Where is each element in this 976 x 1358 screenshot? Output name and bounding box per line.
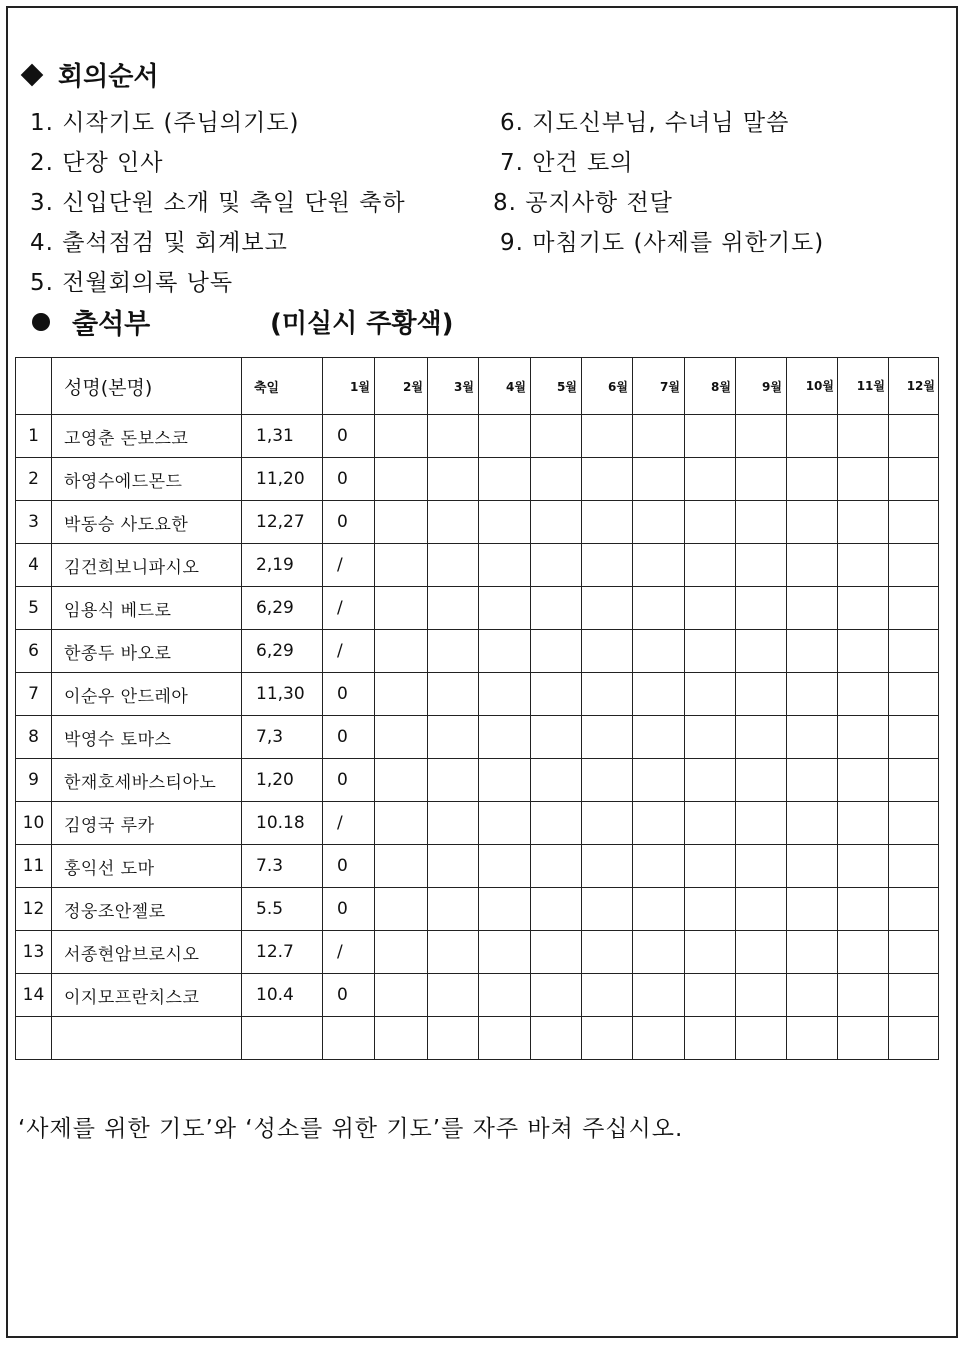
month-attendance-cell xyxy=(479,673,531,716)
month-attendance-cell xyxy=(889,415,939,458)
month-attendance-cell xyxy=(479,544,531,587)
agenda-item: 4. 출석점검 및 회계보고 xyxy=(30,230,288,256)
header-month: 11월 xyxy=(838,358,889,415)
member-name-cell: 김영국 루카 xyxy=(52,802,242,845)
member-name-cell: 한종두 바오로 xyxy=(52,630,242,673)
header-month: 1월 xyxy=(323,358,375,415)
month-attendance-cell xyxy=(479,931,531,974)
month-attendance-cell xyxy=(428,716,479,759)
month-attendance-cell xyxy=(582,759,633,802)
section-heading xyxy=(18,56,158,93)
attendance-title: 출석부 xyxy=(72,309,151,340)
month-attendance-cell xyxy=(685,673,736,716)
month-attendance-cell xyxy=(633,974,685,1017)
month-attendance-cell xyxy=(633,587,685,630)
agenda-item: 2. 단장 인사 xyxy=(30,150,164,176)
month-attendance-cell: 0 xyxy=(323,673,375,716)
month-attendance-cell xyxy=(633,845,685,888)
month-attendance-cell xyxy=(375,673,428,716)
row-number-cell: 8 xyxy=(16,716,52,759)
month-attendance-cell xyxy=(531,630,582,673)
feast-day-cell: 6,29 xyxy=(242,630,323,673)
member-name-cell xyxy=(52,1017,242,1060)
month-attendance-cell xyxy=(736,587,787,630)
month-attendance-cell xyxy=(685,1017,736,1060)
month-attendance-cell xyxy=(787,630,838,673)
member-name-cell: 한재호세바스티아노 xyxy=(52,759,242,802)
month-attendance-cell xyxy=(787,931,838,974)
month-attendance-cell xyxy=(479,759,531,802)
header-month: 2월 xyxy=(375,358,428,415)
month-attendance-cell xyxy=(685,415,736,458)
month-attendance-cell xyxy=(582,888,633,931)
month-attendance-cell xyxy=(479,716,531,759)
month-attendance-cell xyxy=(633,888,685,931)
month-attendance-cell xyxy=(838,544,889,587)
month-attendance-cell xyxy=(479,974,531,1017)
member-name-cell: 하영수에드몬드 xyxy=(52,458,242,501)
month-attendance-cell xyxy=(787,888,838,931)
month-attendance-cell xyxy=(375,974,428,1017)
month-attendance-cell xyxy=(375,845,428,888)
month-attendance-cell xyxy=(685,845,736,888)
table-row xyxy=(16,931,939,974)
month-attendance-cell xyxy=(889,630,939,673)
month-attendance-cell xyxy=(375,759,428,802)
month-attendance-cell xyxy=(787,587,838,630)
feast-day-cell: 7.3 xyxy=(242,845,323,888)
month-attendance-cell xyxy=(633,630,685,673)
month-attendance-cell xyxy=(375,888,428,931)
month-attendance-cell xyxy=(787,458,838,501)
month-attendance-cell xyxy=(375,458,428,501)
member-name-cell: 홍익선 도마 xyxy=(52,845,242,888)
month-attendance-cell xyxy=(531,415,582,458)
row-number-cell: 5 xyxy=(16,587,52,630)
month-attendance-cell xyxy=(531,458,582,501)
row-number-cell: 4 xyxy=(16,544,52,587)
month-attendance-cell xyxy=(889,974,939,1017)
month-attendance-cell xyxy=(582,716,633,759)
month-attendance-cell xyxy=(323,1017,375,1060)
month-attendance-cell xyxy=(838,716,889,759)
month-attendance-cell xyxy=(428,544,479,587)
table-row xyxy=(16,501,939,544)
month-attendance-cell: 0 xyxy=(323,501,375,544)
table-row xyxy=(16,1017,939,1060)
month-attendance-cell xyxy=(633,759,685,802)
table-row xyxy=(16,888,939,931)
month-attendance-cell xyxy=(736,845,787,888)
month-attendance-cell xyxy=(889,759,939,802)
month-attendance-cell xyxy=(685,931,736,974)
table-row xyxy=(16,587,939,630)
table-row xyxy=(16,845,939,888)
footer-note: ‘사제를 위한 기도’와 ‘성소를 위한 기도’를 자주 바쳐 주십시오. xyxy=(18,1116,684,1142)
header-month: 7월 xyxy=(633,358,685,415)
agenda-item: 9. 마침기도 (사제를 위한기도) xyxy=(500,230,825,256)
month-attendance-cell xyxy=(633,673,685,716)
table-row xyxy=(16,630,939,673)
month-attendance-cell xyxy=(685,716,736,759)
month-attendance-cell xyxy=(889,673,939,716)
month-attendance-cell xyxy=(633,415,685,458)
month-attendance-cell xyxy=(582,1017,633,1060)
month-attendance-cell xyxy=(889,587,939,630)
month-attendance-cell xyxy=(685,544,736,587)
diamond-bullet-icon xyxy=(21,63,44,86)
month-attendance-cell xyxy=(838,501,889,544)
month-attendance-cell xyxy=(838,931,889,974)
feast-day-cell xyxy=(242,1017,323,1060)
table-row xyxy=(16,974,939,1017)
month-attendance-cell xyxy=(531,759,582,802)
month-attendance-cell xyxy=(838,759,889,802)
month-attendance-cell xyxy=(838,802,889,845)
month-attendance-cell xyxy=(736,802,787,845)
table-row xyxy=(16,673,939,716)
month-attendance-cell: 0 xyxy=(323,845,375,888)
month-attendance-cell xyxy=(736,1017,787,1060)
month-attendance-cell xyxy=(685,802,736,845)
table-row xyxy=(16,759,939,802)
month-attendance-cell xyxy=(787,415,838,458)
month-attendance-cell xyxy=(582,415,633,458)
month-attendance-cell xyxy=(375,716,428,759)
month-attendance-cell xyxy=(428,415,479,458)
month-attendance-cell: 0 xyxy=(323,759,375,802)
month-attendance-cell xyxy=(838,845,889,888)
month-attendance-cell xyxy=(531,587,582,630)
month-attendance-cell xyxy=(479,501,531,544)
header-number xyxy=(16,358,52,415)
month-attendance-cell xyxy=(736,716,787,759)
month-attendance-cell xyxy=(375,544,428,587)
row-number-cell: 11 xyxy=(16,845,52,888)
month-attendance-cell xyxy=(787,501,838,544)
row-number-cell: 2 xyxy=(16,458,52,501)
month-attendance-cell xyxy=(889,802,939,845)
month-attendance-cell xyxy=(685,501,736,544)
month-attendance-cell xyxy=(889,845,939,888)
month-attendance-cell xyxy=(736,888,787,931)
month-attendance-cell xyxy=(889,544,939,587)
feast-day-cell: 10.4 xyxy=(242,974,323,1017)
month-attendance-cell xyxy=(375,931,428,974)
table-header-row xyxy=(16,358,939,415)
row-number-cell: 9 xyxy=(16,759,52,802)
month-attendance-cell xyxy=(736,931,787,974)
feast-day-cell: 10.18 xyxy=(242,802,323,845)
table-row xyxy=(16,716,939,759)
month-attendance-cell xyxy=(685,974,736,1017)
month-attendance-cell xyxy=(582,501,633,544)
feast-day-cell: 11,30 xyxy=(242,673,323,716)
month-attendance-cell xyxy=(428,974,479,1017)
month-attendance-cell xyxy=(428,1017,479,1060)
agenda-item: 8. 공지사항 전달 xyxy=(493,190,673,216)
row-number-cell xyxy=(16,1017,52,1060)
month-attendance-cell xyxy=(428,759,479,802)
month-attendance-cell xyxy=(787,974,838,1017)
feast-day-cell: 12.7 xyxy=(242,931,323,974)
month-attendance-cell xyxy=(787,673,838,716)
row-number-cell: 1 xyxy=(16,415,52,458)
feast-day-cell: 5.5 xyxy=(242,888,323,931)
month-attendance-cell xyxy=(428,931,479,974)
month-attendance-cell xyxy=(736,458,787,501)
month-attendance-cell xyxy=(838,673,889,716)
month-attendance-cell xyxy=(787,802,838,845)
month-attendance-cell xyxy=(787,544,838,587)
month-attendance-cell xyxy=(375,1017,428,1060)
month-attendance-cell xyxy=(889,888,939,931)
member-name-cell: 서종현암브로시오 xyxy=(52,931,242,974)
month-attendance-cell xyxy=(787,845,838,888)
month-attendance-cell xyxy=(685,630,736,673)
month-attendance-cell xyxy=(582,673,633,716)
header-month: 5월 xyxy=(531,358,582,415)
month-attendance-cell xyxy=(838,630,889,673)
header-name: 성명(본명) xyxy=(52,358,242,415)
agenda-item: 6. 지도신부님, 수녀님 말씀 xyxy=(500,110,790,136)
month-attendance-cell xyxy=(375,630,428,673)
month-attendance-cell: / xyxy=(323,931,375,974)
feast-day-cell: 6,29 xyxy=(242,587,323,630)
member-name-cell: 임용식 베드로 xyxy=(52,587,242,630)
month-attendance-cell xyxy=(479,1017,531,1060)
row-number-cell: 10 xyxy=(16,802,52,845)
month-attendance-cell xyxy=(375,802,428,845)
month-attendance-cell xyxy=(428,845,479,888)
month-attendance-cell xyxy=(531,673,582,716)
agenda-item: 7. 안건 토의 xyxy=(500,150,634,176)
member-name-cell: 정웅조안젤로 xyxy=(52,888,242,931)
month-attendance-cell xyxy=(479,415,531,458)
attendance-heading xyxy=(32,302,150,341)
member-name-cell: 김건희보니파시오 xyxy=(52,544,242,587)
header-month: 12월 xyxy=(889,358,939,415)
feast-day-cell: 7,3 xyxy=(242,716,323,759)
feast-day-cell: 1,20 xyxy=(242,759,323,802)
month-attendance-cell xyxy=(479,630,531,673)
month-attendance-cell xyxy=(787,1017,838,1060)
month-attendance-cell xyxy=(736,630,787,673)
month-attendance-cell xyxy=(838,974,889,1017)
month-attendance-cell xyxy=(531,888,582,931)
month-attendance-cell xyxy=(428,888,479,931)
table-row xyxy=(16,458,939,501)
attendance-note: (미실시 주황색) xyxy=(270,309,454,339)
header-month: 3월 xyxy=(428,358,479,415)
month-attendance-cell xyxy=(582,974,633,1017)
month-attendance-cell xyxy=(582,845,633,888)
month-attendance-cell xyxy=(479,888,531,931)
header-month: 10월 xyxy=(787,358,838,415)
month-attendance-cell xyxy=(889,716,939,759)
agenda-item: 1. 시작기도 (주님의기도) xyxy=(30,110,300,136)
month-attendance-cell xyxy=(685,458,736,501)
month-attendance-cell xyxy=(685,759,736,802)
feast-day-cell: 11,20 xyxy=(242,458,323,501)
feast-day-cell: 2,19 xyxy=(242,544,323,587)
month-attendance-cell xyxy=(736,501,787,544)
agenda-item: 5. 전월회의록 낭독 xyxy=(30,270,234,296)
month-attendance-cell xyxy=(428,501,479,544)
row-number-cell: 12 xyxy=(16,888,52,931)
month-attendance-cell xyxy=(736,544,787,587)
header-feast: 축일 xyxy=(242,358,323,415)
month-attendance-cell xyxy=(633,716,685,759)
month-attendance-cell xyxy=(582,544,633,587)
month-attendance-cell xyxy=(838,415,889,458)
row-number-cell: 14 xyxy=(16,974,52,1017)
month-attendance-cell xyxy=(889,931,939,974)
month-attendance-cell xyxy=(633,931,685,974)
member-name-cell: 고영춘 돈보스코 xyxy=(52,415,242,458)
month-attendance-cell: / xyxy=(323,630,375,673)
month-attendance-cell xyxy=(531,845,582,888)
month-attendance-cell: 0 xyxy=(323,716,375,759)
month-attendance-cell xyxy=(838,1017,889,1060)
row-number-cell: 13 xyxy=(16,931,52,974)
month-attendance-cell: 0 xyxy=(323,974,375,1017)
month-attendance-cell xyxy=(787,759,838,802)
table-row xyxy=(16,544,939,587)
row-number-cell: 3 xyxy=(16,501,52,544)
month-attendance-cell: 0 xyxy=(323,415,375,458)
table-row xyxy=(16,802,939,845)
month-attendance-cell xyxy=(889,1017,939,1060)
month-attendance-cell xyxy=(428,587,479,630)
attendance-table xyxy=(15,357,939,1060)
month-attendance-cell xyxy=(685,888,736,931)
month-attendance-cell xyxy=(736,759,787,802)
feast-day-cell: 12,27 xyxy=(242,501,323,544)
month-attendance-cell xyxy=(479,845,531,888)
header-month: 9월 xyxy=(736,358,787,415)
header-month: 4월 xyxy=(479,358,531,415)
month-attendance-cell xyxy=(531,501,582,544)
row-number-cell: 7 xyxy=(16,673,52,716)
month-attendance-cell xyxy=(633,501,685,544)
month-attendance-cell xyxy=(375,501,428,544)
month-attendance-cell xyxy=(889,501,939,544)
month-attendance-cell xyxy=(428,458,479,501)
month-attendance-cell xyxy=(531,974,582,1017)
agenda-item: 3. 신입단원 소개 및 축일 단원 축하 xyxy=(30,190,406,216)
month-attendance-cell xyxy=(531,931,582,974)
month-attendance-cell xyxy=(428,673,479,716)
month-attendance-cell xyxy=(479,458,531,501)
month-attendance-cell xyxy=(375,415,428,458)
month-attendance-cell xyxy=(428,802,479,845)
month-attendance-cell xyxy=(633,802,685,845)
month-attendance-cell xyxy=(531,802,582,845)
member-name-cell: 이지모프란치스코 xyxy=(52,974,242,1017)
month-attendance-cell xyxy=(479,802,531,845)
table-row xyxy=(16,415,939,458)
month-attendance-cell xyxy=(633,1017,685,1060)
feast-day-cell: 1,31 xyxy=(242,415,323,458)
month-attendance-cell xyxy=(838,458,889,501)
month-attendance-cell xyxy=(582,630,633,673)
month-attendance-cell xyxy=(582,802,633,845)
month-attendance-cell xyxy=(375,587,428,630)
month-attendance-cell xyxy=(787,716,838,759)
header-month: 8월 xyxy=(685,358,736,415)
circle-bullet-icon xyxy=(32,313,50,331)
header-month: 6월 xyxy=(582,358,633,415)
month-attendance-cell xyxy=(736,415,787,458)
month-attendance-cell xyxy=(582,458,633,501)
month-attendance-cell xyxy=(633,544,685,587)
member-name-cell: 박영수 토마스 xyxy=(52,716,242,759)
month-attendance-cell xyxy=(736,673,787,716)
month-attendance-cell xyxy=(889,458,939,501)
month-attendance-cell: / xyxy=(323,587,375,630)
month-attendance-cell xyxy=(531,1017,582,1060)
month-attendance-cell xyxy=(479,587,531,630)
month-attendance-cell: / xyxy=(323,802,375,845)
month-attendance-cell: 0 xyxy=(323,458,375,501)
month-attendance-cell xyxy=(428,630,479,673)
member-name-cell: 이순우 안드레아 xyxy=(52,673,242,716)
section-title: 회의순서 xyxy=(58,62,159,92)
month-attendance-cell xyxy=(838,888,889,931)
month-attendance-cell xyxy=(582,931,633,974)
row-number-cell: 6 xyxy=(16,630,52,673)
member-name-cell: 박동승 사도요한 xyxy=(52,501,242,544)
month-attendance-cell: 0 xyxy=(323,888,375,931)
month-attendance-cell xyxy=(685,587,736,630)
month-attendance-cell xyxy=(531,544,582,587)
month-attendance-cell xyxy=(633,458,685,501)
month-attendance-cell: / xyxy=(323,544,375,587)
month-attendance-cell xyxy=(582,587,633,630)
month-attendance-cell xyxy=(531,716,582,759)
month-attendance-cell xyxy=(838,587,889,630)
month-attendance-cell xyxy=(736,974,787,1017)
